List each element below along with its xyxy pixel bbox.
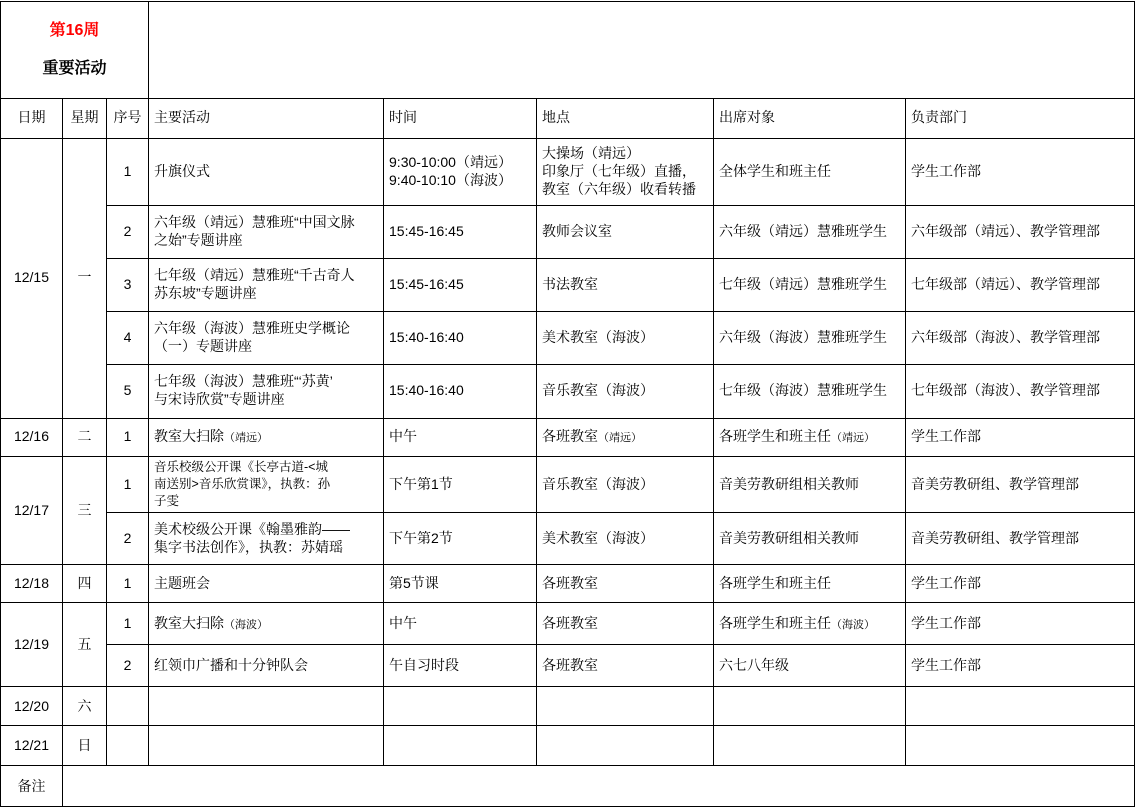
remark-label: 备注 [1, 766, 63, 807]
column-header-no: 序号 [107, 98, 149, 138]
cell-time: 15:40-16:40 [384, 364, 537, 418]
cell-no: 1 [107, 565, 149, 603]
activity-row [1, 311, 1135, 364]
cell-department: 学生工作部 [906, 645, 1135, 687]
weekday-cell: 一 [63, 138, 107, 418]
cell-activity: 红领巾广播和十分钟队会 [149, 645, 384, 687]
cell-attendees: 六七八年级 [714, 645, 906, 687]
activity-row [1, 687, 1135, 726]
cell-department [906, 726, 1135, 766]
cell-no: 1 [107, 603, 149, 645]
cell-time: 9:30-10:00（靖远） 9:40-10:10（海波） [384, 138, 537, 205]
cell-attendees: 音美劳教研组相关教师 [714, 456, 906, 513]
cell-time: 下午第1节 [384, 456, 537, 513]
cell-activity: 七年级（靖远）慧雅班“千古奇人 苏东坡”专题讲座 [149, 258, 384, 311]
activity-row [1, 205, 1135, 258]
cell-place: 大操场（靖远） 印象厅（七年级）直播， 教室（六年级）收看转播 [537, 138, 714, 205]
cell-place: 音乐教室（海波） [537, 364, 714, 418]
activity-row [1, 603, 1135, 645]
cell-activity: 音乐校级公开课《长亭古道-<城 南送别>音乐欣赏课》，执教：孙 子雯 [149, 456, 384, 513]
small-campus-note: （靖远） [224, 432, 269, 445]
week-label: 第16周 [49, 21, 100, 39]
weekday-cell: 五 [63, 603, 107, 687]
cell-time: 中午 [384, 418, 537, 456]
title-cell [1, 2, 149, 99]
weekday-cell: 日 [63, 726, 107, 766]
cell-attendees: 七年级（海波）慧雅班学生 [714, 364, 906, 418]
cell-activity: 六年级（海波）慧雅班史学概论 （一）专题讲座 [149, 311, 384, 364]
cell-no: 4 [107, 311, 149, 364]
cell-place: 美术教室（海波） [537, 513, 714, 565]
cell-activity: 教室大扫除（靖远） [149, 418, 384, 456]
cell-time [384, 726, 537, 766]
cell-time: 第5节课 [384, 565, 537, 603]
column-header-row [1, 98, 1135, 138]
cell-no: 1 [107, 138, 149, 205]
cell-department [906, 687, 1135, 726]
activity-row [1, 418, 1135, 456]
date-cell: 12/21 [1, 726, 63, 766]
activity-row [1, 645, 1135, 687]
cell-department: 音美劳教研组、教学管理部 [906, 513, 1135, 565]
cell-attendees: 各班学生和班主任 [714, 565, 906, 603]
small-campus-note: （靖远） [831, 432, 876, 445]
column-header-activity: 主要活动 [149, 98, 384, 138]
cell-attendees [714, 726, 906, 766]
cell-attendees [714, 687, 906, 726]
cell-time: 15:45-16:45 [384, 258, 537, 311]
cell-activity: 主题班会 [149, 565, 384, 603]
cell-department: 六年级部（靖远）、教学管理部 [906, 205, 1135, 258]
cell-attendees: 六年级（海波）慧雅班学生 [714, 311, 906, 364]
schedule-table [0, 1, 1135, 807]
cell-department: 学生工作部 [906, 603, 1135, 645]
cell-place: 书法教室 [537, 258, 714, 311]
cell-place: 音乐教室（海波） [537, 456, 714, 513]
cell-department: 学生工作部 [906, 565, 1135, 603]
weekday-cell: 二 [63, 418, 107, 456]
cell-place: 各班教室 [537, 565, 714, 603]
cell-place: 各班教室（靖远） [537, 418, 714, 456]
date-cell: 12/18 [1, 565, 63, 603]
cell-no: 3 [107, 258, 149, 311]
date-cell: 12/15 [1, 138, 63, 418]
cell-department: 音美劳教研组、教学管理部 [906, 456, 1135, 513]
cell-attendees: 各班学生和班主任（海波） [714, 603, 906, 645]
activity-row [1, 726, 1135, 766]
small-campus-note: （海波） [831, 619, 876, 632]
activity-row [1, 513, 1135, 565]
column-header-weekday: 星期 [63, 98, 107, 138]
title-label: 重要活动 [42, 59, 107, 77]
cell-activity: 教室大扫除（海波） [149, 603, 384, 645]
cell-time [384, 687, 537, 726]
activity-row [1, 258, 1135, 311]
cell-place [537, 726, 714, 766]
cell-time: 15:45-16:45 [384, 205, 537, 258]
cell-department: 七年级部（海波）、教学管理部 [906, 364, 1135, 418]
column-header-date: 日期 [1, 98, 63, 138]
weekly-schedule-sheet [0, 1, 1135, 794]
activity-row [1, 456, 1135, 513]
small-campus-note: （靖远） [598, 432, 643, 445]
cell-activity: 美术校级公开课《翰墨雅韵—— 集字书法创作》，执教：苏婧瑶 [149, 513, 384, 565]
cell-time: 中午 [384, 603, 537, 645]
remark-section [1, 766, 1135, 807]
small-campus-note: （海波） [224, 619, 269, 632]
cell-department: 七年级部（靖远）、教学管理部 [906, 258, 1135, 311]
cell-activity: 升旗仪式 [149, 138, 384, 205]
title-row [1, 2, 1135, 99]
cell-time: 下午第2节 [384, 513, 537, 565]
schedule-body [1, 138, 1135, 766]
cell-attendees: 音美劳教研组相关教师 [714, 513, 906, 565]
cell-no: 2 [107, 513, 149, 565]
cell-place: 教师会议室 [537, 205, 714, 258]
cell-no: 1 [107, 456, 149, 513]
cell-activity: 七年级（海波）慧雅班“‘苏黄’ 与宋诗欣赏”专题讲座 [149, 364, 384, 418]
cell-no [107, 726, 149, 766]
activity-row [1, 565, 1135, 603]
weekday-cell: 四 [63, 565, 107, 603]
cell-place: 各班教室 [537, 645, 714, 687]
cell-no: 2 [107, 645, 149, 687]
cell-department: 六年级部（海波）、教学管理部 [906, 311, 1135, 364]
cell-activity [149, 687, 384, 726]
cell-department: 学生工作部 [906, 418, 1135, 456]
cell-activity: 六年级（靖远）慧雅班“中国文脉 之始”专题讲座 [149, 205, 384, 258]
title-row-empty-cell [149, 2, 1135, 99]
cell-place: 美术教室（海波） [537, 311, 714, 364]
cell-attendees: 七年级（靖远）慧雅班学生 [714, 258, 906, 311]
cell-time: 午自习时段 [384, 645, 537, 687]
cell-attendees: 六年级（靖远）慧雅班学生 [714, 205, 906, 258]
column-header-time: 时间 [384, 98, 537, 138]
cell-time: 15:40-16:40 [384, 311, 537, 364]
remark-content [63, 766, 1135, 807]
cell-no [107, 687, 149, 726]
weekday-cell: 三 [63, 456, 107, 565]
date-cell: 12/17 [1, 456, 63, 565]
activity-row [1, 138, 1135, 205]
date-cell: 12/16 [1, 418, 63, 456]
cell-no: 5 [107, 364, 149, 418]
column-header-attendees: 出席对象 [714, 98, 906, 138]
cell-department: 学生工作部 [906, 138, 1135, 205]
column-header-department: 负责部门 [906, 98, 1135, 138]
cell-activity [149, 726, 384, 766]
cell-attendees: 各班学生和班主任（靖远） [714, 418, 906, 456]
column-header-place: 地点 [537, 98, 714, 138]
date-cell: 12/20 [1, 687, 63, 726]
remark-row [1, 766, 1135, 807]
cell-no: 1 [107, 418, 149, 456]
cell-place [537, 687, 714, 726]
date-cell: 12/19 [1, 603, 63, 687]
activity-row [1, 364, 1135, 418]
cell-place: 各班教室 [537, 603, 714, 645]
weekday-cell: 六 [63, 687, 107, 726]
cell-no: 2 [107, 205, 149, 258]
cell-attendees: 全体学生和班主任 [714, 138, 906, 205]
